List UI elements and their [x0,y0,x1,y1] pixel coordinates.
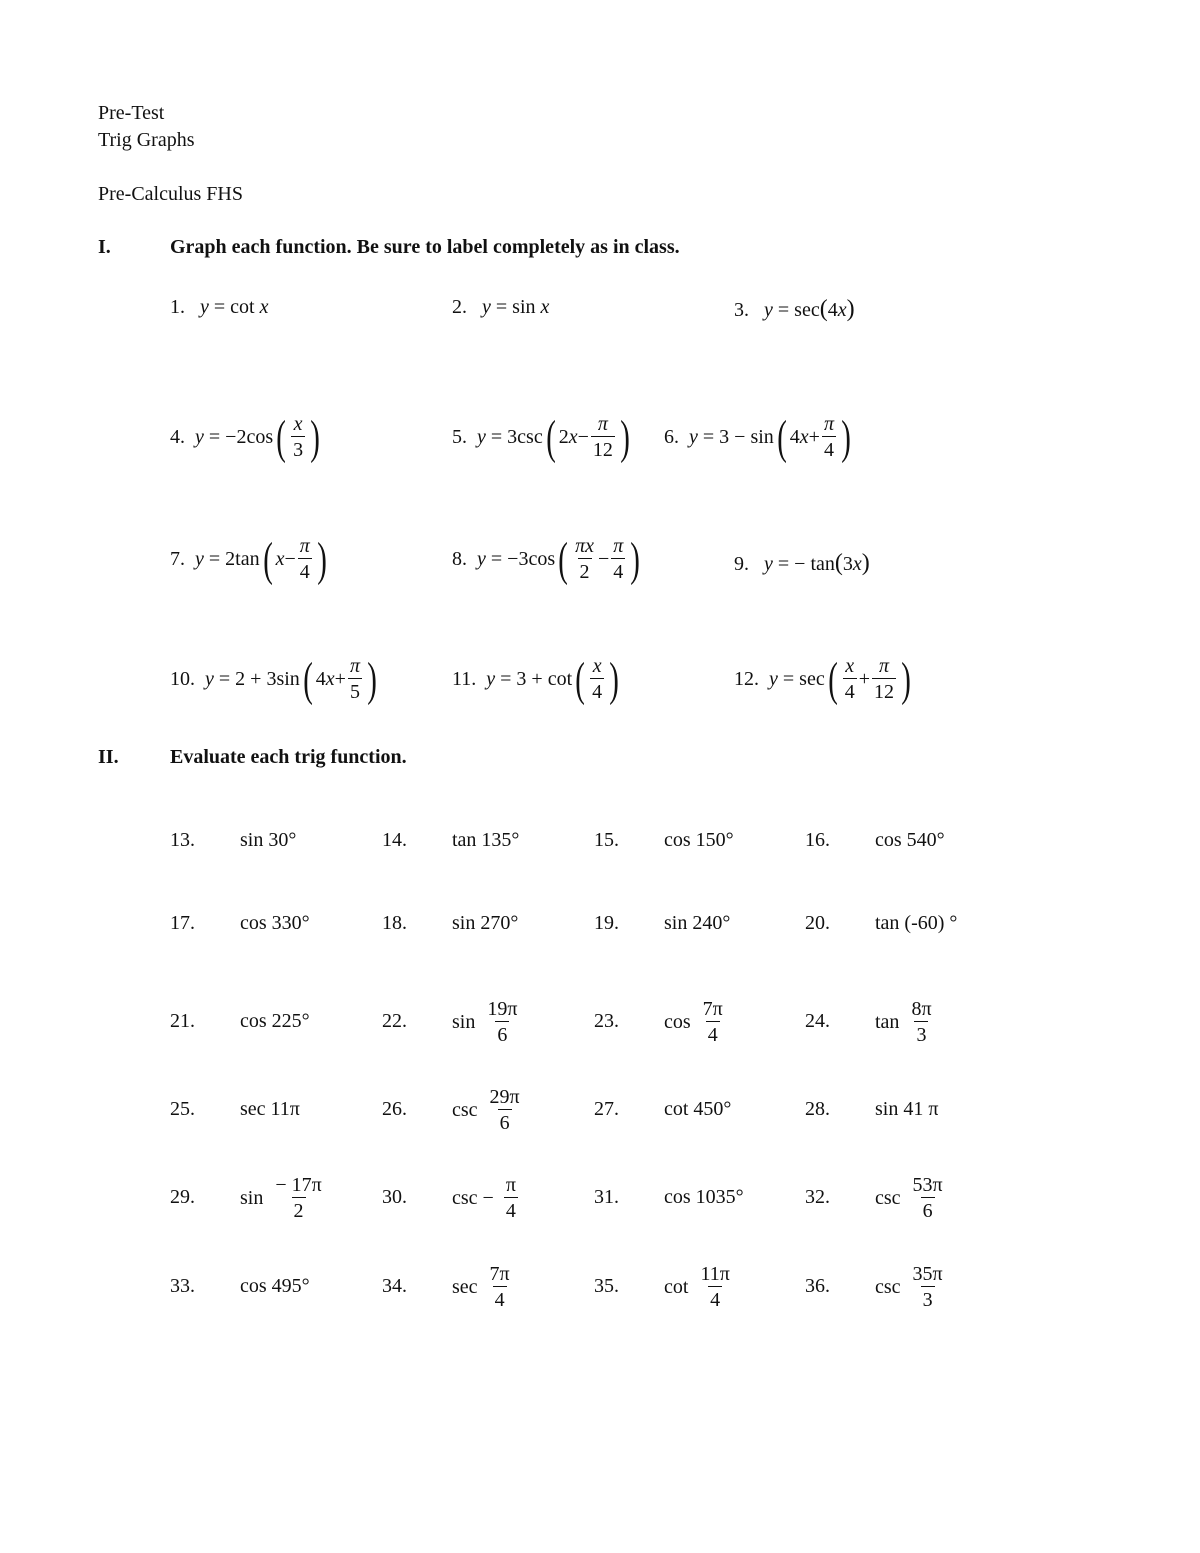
fraction [909,997,933,1048]
function-name: tan [875,1011,900,1033]
fraction-denominator: 6 [498,1109,512,1136]
fraction-numerator: 35π [912,1263,943,1285]
course-line: Pre-Calculus FHS [98,183,243,205]
function-name: cos [664,1011,691,1033]
problem-15-expression [664,829,734,852]
expression-text: cos 225° [240,1010,310,1032]
problem-19-number: 19. [594,912,619,934]
fraction-denominator: 2 [292,1197,306,1224]
problem-34-number: 34. [382,1275,407,1297]
function-name: sec [452,1276,478,1298]
fraction [701,997,725,1048]
fraction-denominator: 6 [495,1021,509,1048]
problem-3: 3. y = sec(4x) [734,296,855,322]
problem-7: 7. y = 2tan ( x − $\frac{\pi}{4}$ ) [170,532,327,586]
problem-26-number: 26. [382,1098,407,1120]
problem-number: 4. [170,426,185,448]
expression-text: cos 1035° [664,1186,744,1208]
problem-19-expression [664,912,730,935]
fraction-denominator: 4 [706,1021,720,1048]
problem-22-expression [452,997,521,1048]
fraction-numerator: π [505,1174,516,1196]
function-name: sin [452,1011,476,1033]
expression-text: sin 41 π [875,1098,939,1120]
function-name: sin [240,1187,264,1209]
fraction-numerator: 19π [487,998,518,1020]
title-line-pre-test: Pre-Test [98,102,165,124]
problem-36-number: 36. [805,1275,830,1297]
problem-29-expression [240,1173,326,1224]
problem-29-number: 29. [170,1186,195,1208]
problem-35-number: 35. [594,1275,619,1297]
problem-21-expression [240,1010,310,1033]
problem-18-number: 18. [382,912,407,934]
expression-text: sin 240° [664,912,731,934]
problem-4: 4. y = −2cos ( $\frac{x}{3}$ ) [170,410,320,464]
expression-text: cos 150° [664,829,734,851]
problem-16-number: 16. [805,829,830,851]
problem-14-expression [452,829,519,852]
fraction-numerator: 7π [489,1263,510,1285]
problem-13-expression [240,829,296,852]
expression-text: sin 30° [240,829,297,851]
expression-text: tan 135° [452,829,520,851]
problem-number: 1. [170,296,185,318]
fraction-denominator: 3 [921,1286,935,1313]
fraction-denominator: 4 [504,1197,518,1224]
section-2-instruction: Evaluate each trig function. [170,746,407,768]
fraction-denominator: 3 [914,1021,928,1048]
problem-8: 8. y = −3cos ( $\frac{\pi x}{2}$ − $\frac{\pi}{4}$ ) [452,532,641,586]
problem-34-expression [452,1262,514,1313]
problem-33-expression [240,1275,310,1298]
problem-number: 11. [452,668,477,690]
problem-11: 11. y = 3 + cot ( $\frac{x}{4}$ ) [452,652,619,706]
problem-18-expression [452,912,518,935]
title-line-trig-graphs: Trig Graphs [98,129,195,151]
problem-24-number: 24. [805,1010,830,1032]
function-name: csc − [452,1187,494,1209]
function-name: csc [875,1187,901,1209]
section-1-instruction: Graph each function. Be sure to label completely as in class. [170,236,680,258]
problem-28-expression [875,1098,938,1121]
problem-28-number: 28. [805,1098,830,1120]
problem-31-number: 31. [594,1186,619,1208]
fraction [504,1173,518,1224]
function-name: csc [875,1276,901,1298]
fraction-numerator: − 17π [275,1174,322,1196]
fraction-numerator: 29π [489,1086,520,1108]
problem-30-expression [452,1173,520,1224]
problem-25-expression [240,1098,300,1121]
problem-9: 9. y = − tan(3x) [734,550,870,576]
expression-text: cos 540° [875,829,945,851]
problem-12: 12. y = sec ( $\frac{x}{4}$ + $\frac{\pi}{12}$ ) [734,652,911,706]
problem-1: 1. y = cot x [170,296,269,318]
problem-30-number: 30. [382,1186,407,1208]
fraction [488,1262,512,1313]
problem-31-expression [664,1186,744,1209]
problem-number: 5. [452,426,467,448]
expression-text: cot 450° [664,1098,732,1120]
problem-number: 12. [734,668,759,690]
problem-20-number: 20. [805,912,830,934]
fraction [911,1262,945,1313]
function-name: cot [664,1276,689,1298]
expression-text: sec 11π [240,1098,300,1120]
fraction [485,997,519,1048]
problem-2: 2. y = sin x [452,296,550,318]
section-2-numeral: II. [98,746,119,768]
problem-16-expression [875,829,945,852]
problem-23-expression [664,997,727,1048]
section-1-numeral: I. [98,236,111,258]
problem-13-number: 13. [170,829,195,851]
function-name: csc [452,1099,478,1121]
fraction-numerator: 53π [912,1174,943,1196]
problem-24-expression [875,997,936,1048]
expression-text: sin 270° [452,912,519,934]
problem-number: 8. [452,548,467,570]
problem-10: 10. y = 2 + 3sin ( 4 x + $\frac{\pi}{5}$ ) [170,652,377,706]
expression-text: tan (-60) ° [875,912,958,934]
problem-36-expression [875,1262,947,1313]
fraction-numerator: 7π [702,998,723,1020]
problem-17-number: 17. [170,912,195,934]
fraction-denominator: 4 [708,1286,722,1313]
problem-20-expression [875,912,957,935]
problem-number: 6. [664,426,679,448]
problem-number: 9. [734,553,749,575]
problem-17-expression [240,912,310,935]
problem-35-expression [664,1262,734,1313]
problem-26-expression [452,1085,524,1136]
problem-25-number: 25. [170,1098,195,1120]
problem-number: 10. [170,668,195,690]
fraction-denominator: 4 [493,1286,507,1313]
fraction-denominator: 6 [921,1197,935,1224]
problem-number: 2. [452,296,467,318]
problem-33-number: 33. [170,1275,195,1297]
problem-number: 3. [734,299,749,321]
fraction [273,1173,323,1224]
expression-text: cos 495° [240,1275,310,1297]
problem-32-number: 32. [805,1186,830,1208]
problem-6: 6. y = 3 − sin ( 4 x + $\frac{\pi}{4}$ ) [664,410,851,464]
problem-27-number: 27. [594,1098,619,1120]
problem-14-number: 14. [382,829,407,851]
fraction [488,1085,522,1136]
problem-15-number: 15. [594,829,619,851]
problem-21-number: 21. [170,1010,195,1032]
problem-22-number: 22. [382,1010,407,1032]
problem-5: 5. y = 3csc ( 2 x − $\frac{\pi}{12}$ ) [452,410,630,464]
expression-text: cos 330° [240,912,310,934]
problem-23-number: 23. [594,1010,619,1032]
problem-number: 7. [170,548,185,570]
problem-27-expression [664,1098,731,1121]
fraction [911,1173,945,1224]
fraction-numerator: 8π [911,998,932,1020]
fraction-numerator: 11π [700,1263,730,1285]
fraction [698,1262,731,1313]
problem-32-expression [875,1173,947,1224]
